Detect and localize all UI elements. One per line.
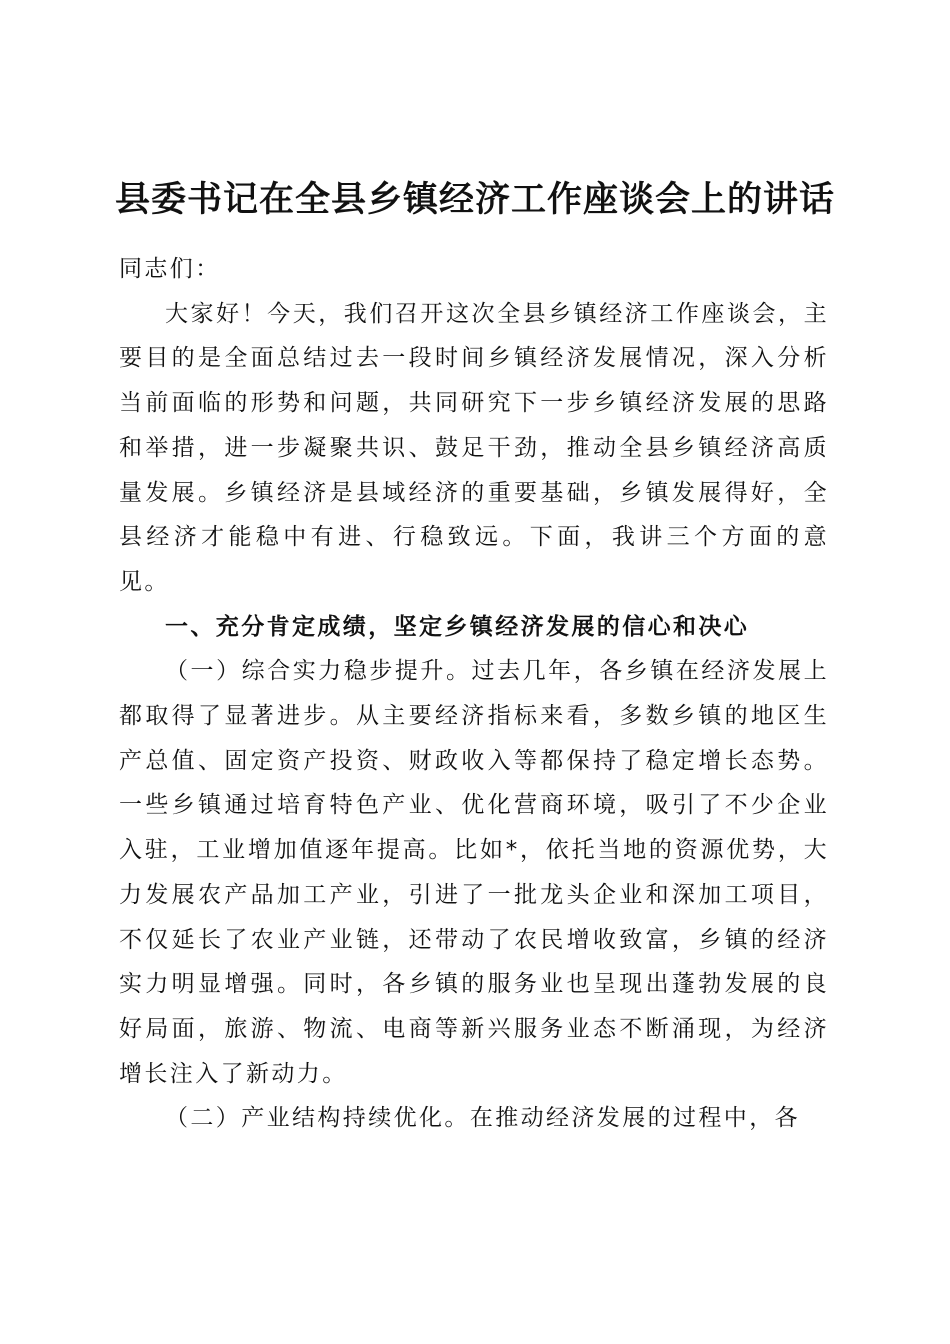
subsection-2-heading: （二）产业结构持续优化。 — [165, 1105, 470, 1132]
subsection-1-paragraph — [119, 649, 829, 1096]
subsection-1-text: 过去几年，各乡镇在经济发展上都取得了显著进步。从主要经济指标来看，多数乡镇的地区生产总值、固定资产投资、财政收入等都保持了稳定增长态势。一些乡镇通过培育特色产业、优化营商环境，吸引了不少企业入驻，工业增加值逐年提高。比如*，依托当地的资源优势，大力发展农产品加工产业，引进了一批龙头企业和深加工项目，不仅延长了农业产业链，还带动了农民增收致富，乡镇的经济实力明显增强。同时，各乡镇的服务业也呈现出蓬勃发展的良好局面，旅游、物流、电商等新兴服务业态不断涌现，为经济增长注入了新动力。 — [119, 658, 829, 1087]
document-title: 县委书记在全县乡镇经济工作座谈会上的讲话 — [114, 179, 835, 220]
subsection-2-paragraph — [119, 1096, 829, 1141]
section-1-heading: 一、充分肯定成绩，坚定乡镇经济发展的信心和决心 — [165, 613, 750, 640]
document-body — [119, 247, 829, 1141]
intro-paragraph: 大家好！今天，我们召开这次全县乡镇经济工作座谈会，主要目的是全面总结过去一段时间乡镇经济发展情况，深入分析当前面临的形势和问题，共同研究下一步乡镇经济发展的思路和举措，进一步凝聚共识、鼓足干劲，推动全县乡镇经济高质量发展。乡镇经济是县域经济的重要基础，乡镇发展得好，全县经济才能稳中有进、行稳致远。下面，我讲三个方面的意见。 — [119, 300, 829, 595]
subsection-2-text: 在推动经济发展的过程中，各 — [469, 1105, 801, 1132]
salutation: 同志们： — [119, 256, 221, 282]
subsection-1-heading: （一）综合实力稳步提升。 — [165, 658, 472, 685]
